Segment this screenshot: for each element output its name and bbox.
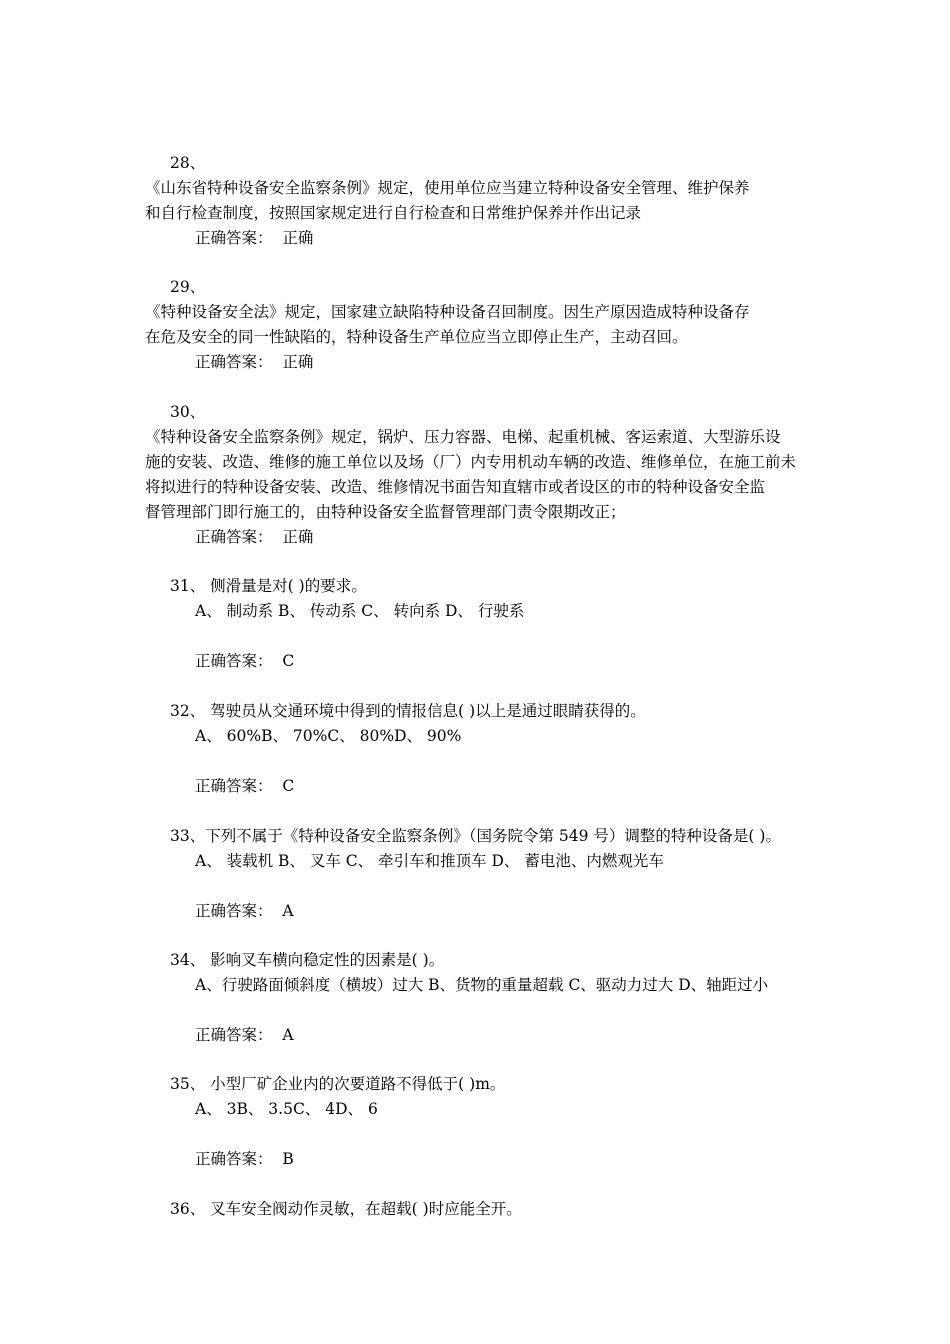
answer-value: 正确	[282, 229, 314, 247]
answer-line	[195, 351, 313, 373]
answer-line	[195, 650, 294, 672]
answer-value: A	[282, 1026, 294, 1044]
answer-line	[195, 900, 294, 922]
answer-line	[195, 1024, 294, 1046]
answer-value: 正确	[282, 528, 314, 546]
question-number: 36、	[170, 1200, 206, 1218]
question-text-line: 在危及安全的同一性缺陷的，特种设备生产单位应当立即停止生产，主动召回。	[145, 328, 688, 346]
question-number: 28、	[170, 154, 206, 172]
question-text-line: 《特种设备安全法》规定，国家建立缺陷特种设备召回制度。因生产原因造成特种设备存	[145, 303, 750, 321]
question-text-line: 施的安装、改造、维修的施工单位以及场（厂）内专用机动车辆的改造、维修单位，在施工前未	[145, 453, 797, 471]
question-stem: 驾驶员从交通环境中得到的情报信息( )以上是通过眼睛获得的。	[210, 702, 646, 720]
question-stem-line	[170, 825, 781, 847]
question-stem: 下列不属于《特种设备安全监察条例》（国务院令第 549 号）调整的特种设备是( )。	[205, 827, 781, 845]
question-number: 34、	[170, 951, 206, 969]
answer-label: 正确答案：	[195, 652, 273, 670]
question-text-line: 《山东省特种设备安全监察条例》规定，使用单位应当建立特种设备安全管理、维护保养	[145, 179, 750, 197]
question-number: 31、	[170, 577, 206, 595]
question-stem: 影响叉车横向稳定性的因素是( )。	[210, 951, 445, 969]
answer-value: B	[282, 1150, 294, 1168]
question-number: 33、	[170, 827, 206, 845]
answer-line	[195, 1148, 294, 1170]
answer-line	[195, 526, 313, 548]
question-text-line: 督管理部门即行施工的，由特种设备安全监督管理部门责令限期改正；	[145, 503, 626, 521]
question-stem-line	[170, 575, 367, 597]
answer-line	[195, 227, 313, 249]
question-stem-line	[170, 949, 444, 971]
answer-line	[195, 775, 294, 797]
question-text-line: 将拟进行的特种设备安装、改造、维修情况书面告知直辖市或者设区的市的特种设备安全监	[145, 478, 766, 496]
answer-label: 正确答案：	[195, 528, 273, 546]
question-number: 35、	[170, 1075, 206, 1093]
question-stem-line	[170, 1073, 505, 1095]
answer-label: 正确答案：	[195, 1026, 273, 1044]
answer-label: 正确答案：	[195, 1150, 273, 1168]
answer-label: 正确答案：	[195, 777, 273, 795]
question-stem: 侧滑量是对( )的要求。	[210, 577, 367, 595]
answer-value: A	[282, 902, 294, 920]
answer-label: 正确答案：	[195, 902, 273, 920]
question-text-line: 《特种设备安全监察条例》规定，锅炉、压力容器、电梯、起重机械、客运索道、大型游乐设	[145, 428, 781, 446]
answer-label: 正确答案：	[195, 353, 273, 371]
question-number: 30、	[170, 403, 206, 421]
question-number: 29、	[170, 278, 206, 296]
question-stem: 叉车安全阀动作灵敏，在超载( )时应能全开。	[210, 1200, 522, 1218]
question-options: A、行驶路面倾斜度（横坡）过大 B、货物的重量超载 C、驱动力过大 D、轴距过小	[195, 976, 769, 994]
answer-value: C	[282, 777, 295, 795]
question-stem-line	[170, 700, 646, 722]
question-stem-line	[170, 1198, 522, 1220]
question-options: A、 3B、 3.5C、 4D、 6	[195, 1100, 378, 1118]
question-number: 32、	[170, 702, 206, 720]
question-text-line: 和自行检查制度，按照国家规定进行自行检查和日常维护保养并作出记录	[145, 204, 642, 222]
answer-label: 正确答案：	[195, 229, 273, 247]
question-options: A、 60%B、 70%C、 80%D、 90%	[195, 727, 462, 745]
question-stem: 小型厂矿企业内的次要道路不得低于( )m。	[210, 1075, 506, 1093]
question-options: A、 装载机 B、 叉车 C、 牵引车和推顶车 D、 蓄电池、内燃观光车	[195, 852, 664, 870]
question-options: A、 制动系 B、 传动系 C、 转向系 D、 行驶系	[195, 602, 525, 620]
answer-value: C	[282, 652, 295, 670]
answer-value: 正确	[282, 353, 314, 371]
